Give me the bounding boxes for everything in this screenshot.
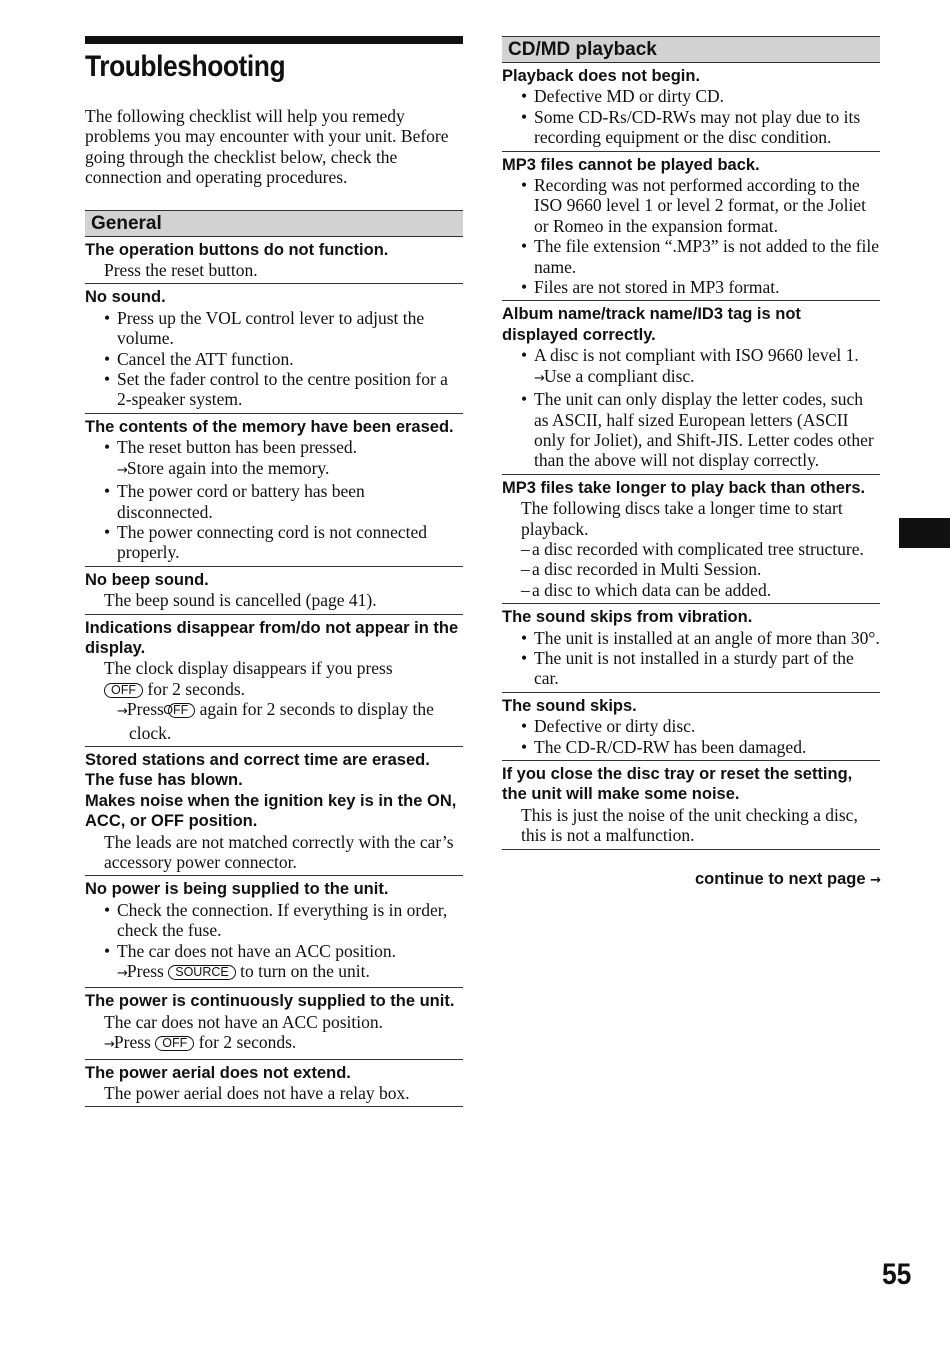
symptom-heading: The contents of the memory have been erased. [85,417,454,436]
remedy-arrow-line [85,458,463,481]
remedy-bullet: • The file extension “.MP3” is not added to the file name. [502,236,880,277]
remedy-dash-item: – a disc recorded in Multi Session. [502,559,880,579]
trouble-entry [502,604,880,693]
arrow-icon: → [117,704,127,720]
symptom-heading: The sound skips. [502,696,637,715]
remedy-arrow-line [85,1032,463,1055]
symptom-heading: Playback does not begin. [502,67,701,85]
trouble-entry [85,284,463,413]
remedy-bullet: • The CD-R/CD-RW has been damaged. [502,737,880,757]
right-column [502,36,880,889]
trouble-entry [502,693,880,761]
trouble-entry [85,747,463,876]
symptom-heading: The sound skips from vibration. [502,608,753,627]
remedy-text-part: Press [126,961,164,982]
trouble-entry [502,475,880,604]
remedy-arrow-line [502,366,880,389]
section-heading-general: General [85,210,463,237]
symptom-heading: MP3 files take longer to play back than others. [502,478,866,497]
source-button-icon: SOURCE [168,965,235,980]
remedy-text-part: for 2 seconds. [147,678,246,699]
symptom-heading: The operation buttons do not function. [85,240,389,259]
continue-text: continue to next page [694,869,866,888]
section-heading-cd-md-playback: CD/MD playback [502,36,880,63]
remedy-bullet: • The car does not have an ACC position. [85,941,463,961]
trouble-entry [502,152,880,302]
arrow-icon: → [870,872,880,888]
remedy-arrow-line [85,699,463,743]
trouble-entry [85,237,463,285]
remedy-bullet: • Recording was not performed according to the ISO 9660 level 1 or level 2 format, or the Joliet or Romeo in the expansion format. [502,175,880,236]
trouble-entry [85,615,463,747]
symptom-heading: Stored stations and correct time are erased. [85,750,430,769]
left-column [85,36,463,1107]
trouble-entry [502,301,880,474]
remedy-text: The beep sound is cancelled (page 41). [104,590,377,611]
remedy-dash-item: – a disc recorded with complicated tree structure. [502,539,880,559]
off-button-icon: OFF [155,1036,194,1051]
remedy-dash-item: – a disc to which data can be added. [502,580,880,600]
section-thumb-tab [899,518,950,548]
symptom-heading: Indications disappear from/do not appear in the display. [85,618,459,657]
symptom-heading: MP3 files cannot be played back. [502,155,760,174]
remedy-bullet: • The unit can only display the letter codes, such as ASCII, half sized European letters (ASCII only for Joliet), and Shift-JIS. Letter codes other than the above will not display correctly. [502,389,880,471]
remedy-bullet: • Defective MD or dirty CD. [502,86,880,106]
symptom-heading: The fuse has blown. [85,771,243,790]
trouble-entry [85,876,463,988]
remedy-bullet: • A disc is not compliant with ISO 9660 level 1. [502,345,880,365]
page-title: Troubleshooting [85,50,286,83]
remedy-bullet: • The power connecting cord is not connected properly. [85,522,463,563]
trouble-entry [85,1060,463,1108]
remedy-text: The leads are not matched correctly with the car’s accessory power connector. [104,831,454,872]
symptom-heading: No sound. [85,288,166,307]
arrow-icon: → [104,1037,114,1053]
remedy-text: The car does not have an ACC position. [104,1011,383,1032]
remedy-bullet: • The unit is not installed in a sturdy part of the car. [502,648,880,689]
arrow-icon: → [117,966,127,982]
remedy-bullet: • Cancel the ATT function. [85,349,463,369]
arrow-icon: → [534,370,544,386]
symptom-heading: No beep sound. [85,570,209,589]
remedy-text: Use a compliant disc. [543,365,695,386]
intro-paragraph: The following checklist will help you remedy problems you may encounter with your unit. Before going through the checklist below, check the connection and operating procedures. [85,106,449,188]
remedy-text-part: again for 2 seconds to display the clock. [129,699,434,743]
trouble-entry [85,988,463,1059]
symptom-heading: Makes noise when the ignition key is in the ON, ACC, or OFF position. [85,791,457,831]
remedy-text-part: Press [126,699,164,720]
remedy-text-part: The clock display disappears if you press [104,658,393,679]
remedy-text: Press the reset button. [104,260,258,281]
symptom-heading: Album name/track name/ID3 tag is not displayed correctly. [502,305,801,344]
remedy-bullet: • The power cord or battery has been disconnected. [85,481,463,522]
remedy-text: This is just the noise of the unit checking a disc, this is not a malfunction. [521,804,858,846]
symptom-heading: The power is continuously supplied to the unit. [85,992,455,1011]
remedy-bullet: • Check the connection. If everything is in order, check the fuse. [85,900,463,941]
symptom-heading: If you close the disc tray or reset the setting, the unit will make some noise. [502,765,853,804]
remedy-bullet: • Set the fader control to the centre position for a 2-speaker system. [85,369,463,410]
remedy-bullet: • Files are not stored in MP3 format. [502,277,880,297]
remedy-text: The following discs take a longer time to start playback. [521,498,843,539]
page-number: 55 [882,1258,912,1291]
arrow-icon: → [117,462,127,478]
remedy-bullet: • Some CD-Rs/CD-RWs may not play due to its recording equipment or the disc condition. [502,107,880,148]
off-button-icon: OFF [168,703,195,718]
remedy-bullet: • Defective or dirty disc. [502,716,880,736]
remedy-text-part: Press [113,1032,151,1053]
trouble-entry [502,63,880,152]
remedy-text-part: for 2 seconds. [198,1032,297,1053]
off-button-icon: OFF [104,683,143,698]
remedy-text: Store again into the memory. [126,457,330,478]
remedy-text [85,658,463,699]
remedy-bullet: • The reset button has been pressed. [85,437,463,457]
remedy-text: The power aerial does not have a relay box. [104,1083,410,1104]
trouble-entry [502,761,880,850]
title-rule [85,36,463,44]
continue-to-next-page [502,870,880,889]
symptom-heading: No power is being supplied to the unit. [85,880,389,899]
remedy-bullet: • Press up the VOL control lever to adjust the volume. [85,308,463,349]
symptom-heading: The power aerial does not extend. [85,1063,351,1082]
remedy-text-part: to turn on the unit. [240,961,370,982]
remedy-arrow-line [85,961,463,984]
trouble-entry [85,414,463,567]
trouble-entry [85,567,463,615]
remedy-bullet: • The unit is installed at an angle of more than 30°. [502,628,880,648]
